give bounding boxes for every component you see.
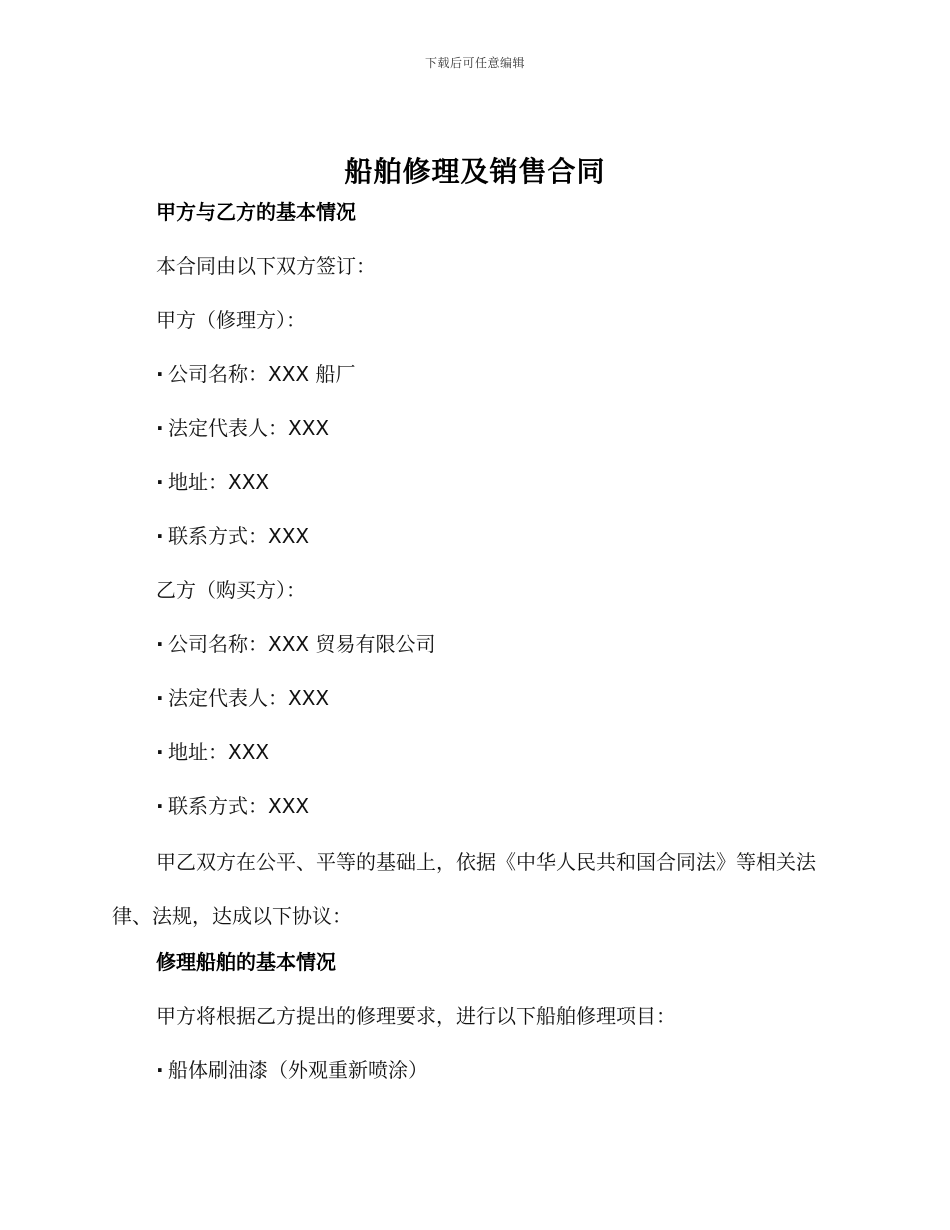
- header-note: 下载后可任意编辑: [424, 56, 525, 70]
- party-a-contact: · 联系方式：XXX: [156, 522, 309, 550]
- party-a-label: 甲方（修理方）：: [156, 308, 306, 332]
- party-a-address: · 地址：XXX: [156, 468, 269, 496]
- repair-intro-text: 甲方将根据乙方提出的修理要求，进行以下船舶修理项目：: [156, 1004, 676, 1028]
- section-heading-parties: 甲方与乙方的基本情况: [156, 200, 356, 224]
- repair-item: · 船体刷油漆（外观重新喷涂）: [156, 1056, 428, 1084]
- party-b-company-name: · 公司名称：XXX 贸易有限公司: [156, 630, 435, 658]
- party-b-contact: · 联系方式：XXX: [156, 792, 309, 820]
- party-b-label: 乙方（购买方）：: [156, 578, 306, 602]
- party-a-company-name: · 公司名称：XXX 船厂: [156, 360, 355, 388]
- document-title: 船舶修理及销售合同: [344, 155, 606, 188]
- section-heading-repair: 修理船舶的基本情况: [156, 950, 336, 974]
- agreement-paragraph: 甲乙双方在公平、平等的基础上，依据《中华人民共和国合同法》等相关法律、法规，达成以下协议：: [112, 850, 816, 928]
- party-b-address: · 地址：XXX: [156, 738, 269, 766]
- party-a-legal-rep: · 法定代表人：XXX: [156, 414, 329, 442]
- party-b-legal-rep: · 法定代表人：XXX: [156, 684, 329, 712]
- intro-text: 本合同由以下双方签订：: [156, 254, 376, 278]
